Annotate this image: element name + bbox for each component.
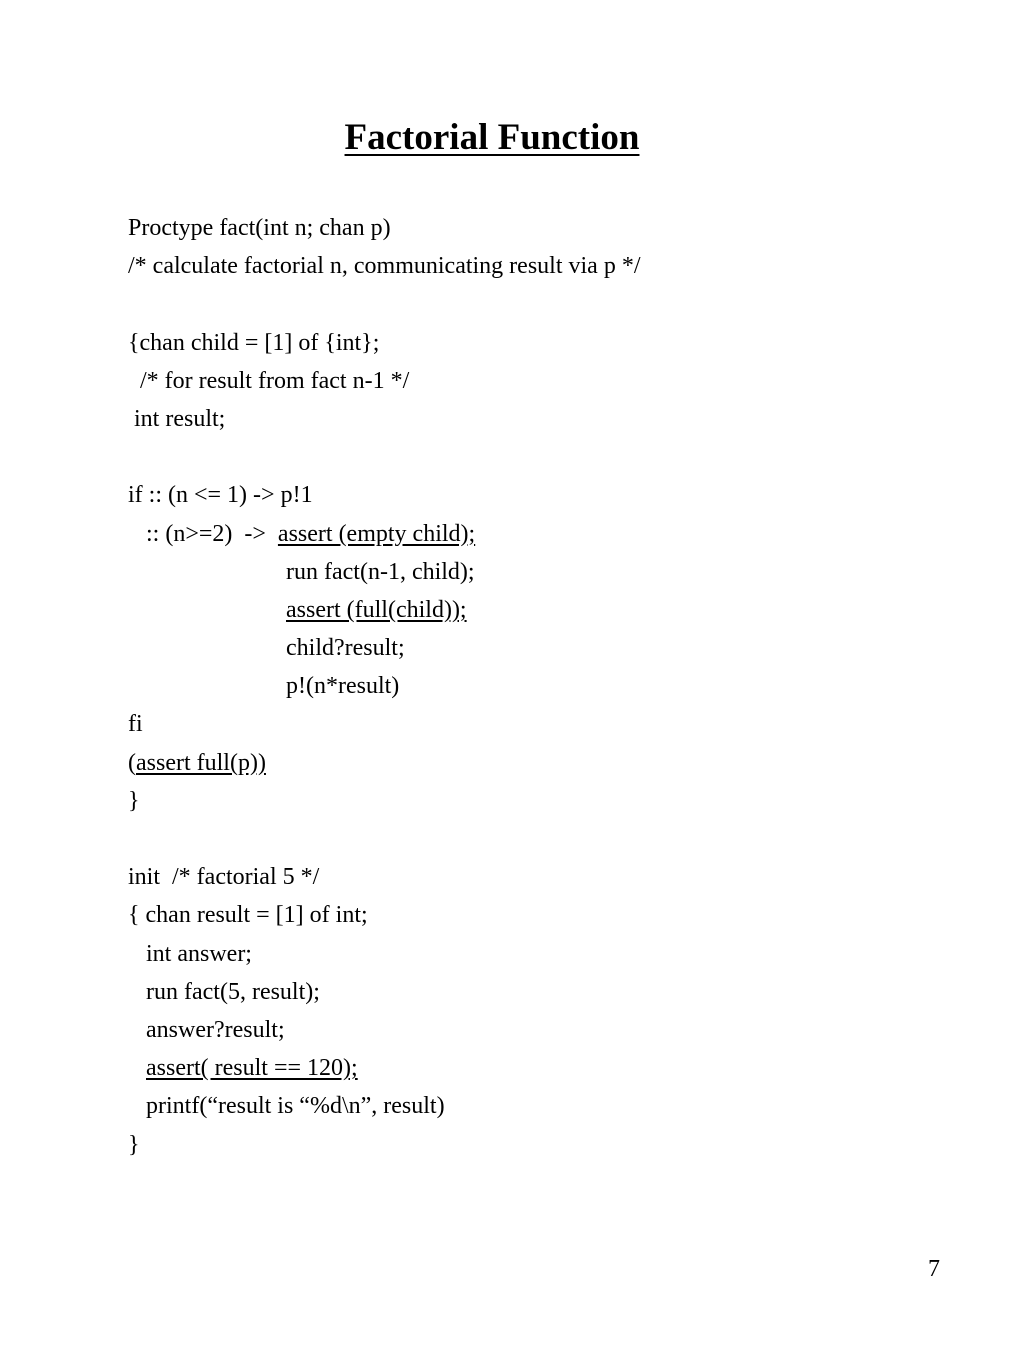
page-number: 7 xyxy=(928,1256,940,1282)
code-line xyxy=(128,515,640,553)
code-text: ( xyxy=(128,749,136,776)
code-line: } xyxy=(128,1131,140,1158)
assert-statement: assert (empty child); xyxy=(277,520,476,547)
code-line: /* for result from fact n-1 */ xyxy=(128,367,410,394)
code-line: init /* factorial 5 */ xyxy=(128,864,320,891)
code-line: {chan child = [1] of {int}; xyxy=(128,329,380,356)
assert-statement: assert( result == 120); xyxy=(146,1055,358,1082)
code-line xyxy=(128,591,640,629)
code-line: run fact(n-1, child); xyxy=(286,558,475,585)
code-line: } xyxy=(128,787,140,814)
blank-line xyxy=(128,438,640,476)
code-line: { chan result = [1] of int; xyxy=(128,902,368,929)
code-line xyxy=(128,744,640,782)
code-line: answer?result; xyxy=(128,1016,285,1043)
code-text: :: (n>=2) -> xyxy=(128,520,278,547)
assert-statement: assert (full(child)); xyxy=(286,596,467,623)
blank-line xyxy=(128,820,640,858)
code-line: int result; xyxy=(128,405,226,432)
code-line: run fact(5, result); xyxy=(128,978,320,1005)
code-line: Proctype fact(int n; chan p) xyxy=(128,215,391,241)
code-line: child?result; xyxy=(286,635,405,662)
code-line: /* calculate factorial n, communicating result via p */ xyxy=(128,253,641,280)
assert-statement: assert full(p)) xyxy=(136,749,266,776)
code-block xyxy=(128,209,640,1164)
code-text xyxy=(128,1055,146,1081)
code-line: p!(n*result) xyxy=(286,673,400,700)
code-line: int answer; xyxy=(128,940,252,967)
code-line xyxy=(128,1049,640,1087)
code-line: fi xyxy=(128,711,143,738)
code-line: if :: (n <= 1) -> p!1 xyxy=(128,482,313,509)
blank-line xyxy=(128,285,640,323)
code-line: printf(“result is “%d\n”, result) xyxy=(128,1093,445,1120)
page-title: Factorial Function xyxy=(344,117,640,158)
